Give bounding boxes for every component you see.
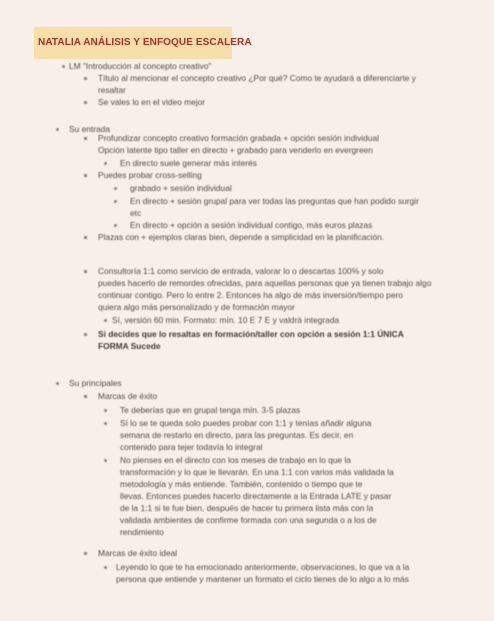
outline-item: En directo suele generar más interés (120, 158, 257, 168)
bullet-icon (114, 200, 117, 203)
bullet-icon (84, 77, 87, 80)
bullet-icon (84, 395, 87, 398)
outline-item: Leyendo lo que te ha emocionado anteriormente, observaciones, lo que va a la (116, 562, 410, 572)
bullet-icon (84, 137, 87, 140)
outline-item: validada ambientes de confirme formada con una segunda o a los de (120, 515, 377, 525)
outline-item: En directo + sesión grupal para ver todas las preguntas que han podido surgir (130, 196, 419, 206)
bullet-icon (104, 409, 107, 412)
outline-item: Si decides que lo resaltas en formación/taller con opción a sesión 1:1 ÚNICA (98, 329, 404, 339)
bullet-icon (84, 333, 87, 336)
outline-item: etc (130, 208, 142, 218)
outline-item: Te deberías que en grupal tenga mín. 3-5 plazas (120, 405, 301, 415)
outline-item: Sí lo se te queda solo puedes probar con 1:1 y tenías añadir alguna (120, 418, 372, 428)
outline-item: Sí, versión 60 min. Formato: mín. 10 E 7 E y valdrá integrada (112, 315, 340, 325)
bullet-icon (104, 422, 107, 425)
outline-item: Marcas de éxito (98, 391, 158, 401)
bullet-icon (84, 236, 87, 239)
bullet-icon (114, 224, 117, 227)
bullet-icon (56, 128, 59, 131)
outline-item: rendimiento (120, 527, 164, 537)
outline-item: Título al mencionar el concepto creativo ¿Por qué? Como te ayudará a diferenciarte y (98, 73, 416, 83)
bullet-icon (62, 65, 65, 68)
outline-item: FORMA Sucede (98, 341, 161, 351)
outline-item: Consultoría 1:1 como servicio de entrada, valorar lo o descartas 100% y solo (98, 266, 384, 276)
outline-item: continuar contigo. Pero lo entre 2. Entonces ha algo de más inversión/tiempo pero (98, 290, 403, 300)
outline-item: LM "Introducción al concepto creativo" (69, 61, 212, 71)
bullet-icon (84, 270, 87, 273)
bullet-icon (104, 319, 107, 322)
outline-item: contenido para tejer todavía lo integral (120, 442, 263, 452)
outline-item: de la 1:1 si te fue bien, después de hacer tu primera lista más con la (120, 503, 374, 513)
outline-item: Puedes probar cross-selling (98, 170, 202, 180)
bullet-icon (104, 566, 107, 569)
outline-item: Se vales lo en el video mejor (98, 97, 206, 107)
outline-item: semana de restarlo en directo, para las preguntas. Es decir, en (120, 430, 354, 440)
outline-item: Plazas con + ejemplos claras bien, depende a simplicidad en la planificación. (98, 232, 385, 242)
outline-item: grabado + sesión individual (130, 183, 232, 193)
bullet-icon (84, 101, 87, 104)
outline-item: Opción latente tipo taller en directo + grabado para venderlo en evergreen (98, 145, 373, 155)
outline-item: Su principales (69, 378, 122, 388)
outline-item: metodología y más entiende. También, contenido o tiempo que te (120, 479, 363, 489)
bullet-icon (114, 187, 117, 190)
outline-item: resaltar (98, 85, 126, 95)
outline-item: Profundizar concepto creativo formación grabada + opción sesión individual (98, 133, 379, 143)
outline-item: quiera algo más personalizado y de formación mayor (98, 302, 295, 312)
bullet-icon (104, 162, 107, 165)
bullet-icon (84, 552, 87, 555)
outline-item: No pienses en el directo con los meses de trabajo en lo que la (120, 455, 351, 465)
bullet-icon (56, 382, 59, 385)
bullet-icon (104, 459, 107, 462)
outline-item: puedes hacerlo de remordes ofrecidas, para aquellas personas que ya tienen trabajo algo (98, 278, 432, 288)
document-title: NATALIA ANÁLISIS Y ENFOQUE ESCALERA (38, 37, 252, 48)
outline-item: llevas. Entonces puedes hacerlo directamente a la Entrada LATE y pasar (120, 491, 392, 501)
outline-item: Su entrada (69, 124, 110, 134)
outline-item: persona que entiende y mantener un formato el ciclo tienes de lo algo a lo más (116, 574, 409, 584)
outline-item: Marcas de éxito ideal (98, 548, 178, 558)
outline-item: transformación y lo que le llevarán. En una 1:1 con varios más validada la (120, 467, 394, 477)
bullet-icon (84, 174, 87, 177)
outline-item: En directo + opción a sesión individual contigo, más euros plazas (130, 220, 373, 230)
